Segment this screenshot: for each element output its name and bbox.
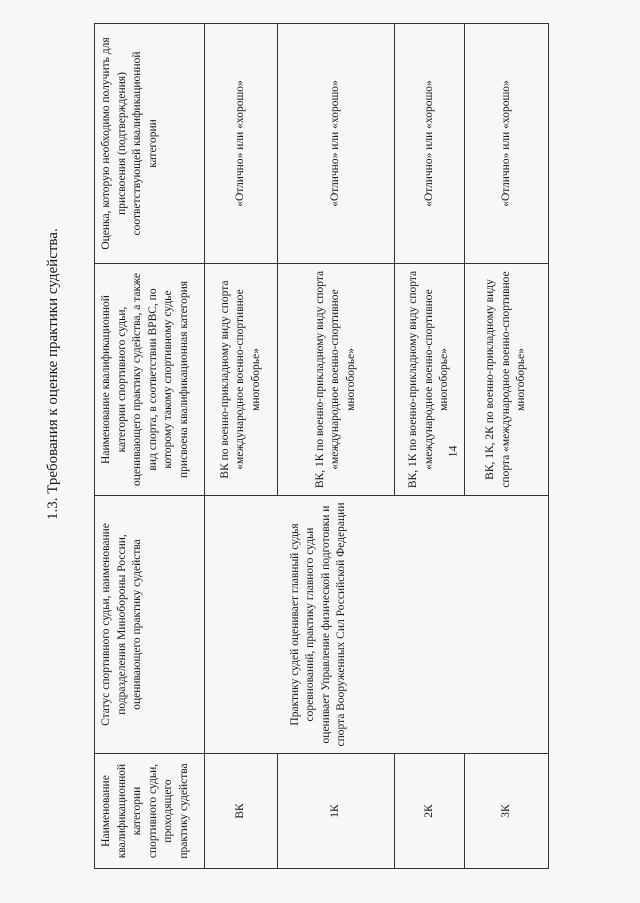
row-name: ВК, 1К по военно-прикладному виду спорта «международное военно-спортивное многоборье» <box>395 264 465 496</box>
row-category: 3К <box>465 754 549 869</box>
row-category: ВК <box>205 754 278 869</box>
row-status-empty <box>205 496 278 754</box>
judging-requirements-table-wrapper <box>94 24 548 869</box>
row-grade: «Отлично» или «хорошо» <box>278 24 395 264</box>
header-category: Наименование квалификационной категории спортивного судьи, проходящего практику судейства <box>95 754 205 869</box>
header-status: Статус спортивного судьи, наименование подразделения Минобороны России, оценивающего практику судейства <box>95 496 205 754</box>
table-row <box>278 24 395 869</box>
header-grade: Оценка, которую необходимо получить для присвоения (подтверждения) соответствующей квалификационной категории <box>95 24 205 264</box>
header-name: Наименование квалификационной категории спортивного судьи, оценивающего практику судейства, а также вид спорта, в соответствии ВРВС, по которому такому спортивному судье присвоена квалификационная категория <box>95 264 205 496</box>
page-number-text: 14 <box>445 445 460 457</box>
row-name: ВК по военно-прикладному виду спорта «международное военно-спортивное многоборье» <box>205 264 278 496</box>
judging-requirements-table <box>94 23 549 869</box>
row-name: ВК, 1К, 2К по военно-прикладному виду спорта «международное военно-спортивное многоборье» <box>465 264 549 496</box>
row-grade: «Отлично» или «хорошо» <box>465 24 549 264</box>
table-row <box>205 24 278 869</box>
row-name: ВК, 1К по военно-прикладному виду спорта «международное военно-спортивное многоборье» <box>278 264 395 496</box>
row-status-merged: Практику судей оценивает главный судья соревнований, практику главного судьи оценивает Управление физической подготовки и спорта Вооруженных Сил Российской Федерации <box>278 496 549 754</box>
table-header-row <box>95 24 205 869</box>
row-category: 2К <box>395 754 465 869</box>
row-category: 1К <box>278 754 395 869</box>
section-title: 1.3. Требования к оценке практики судейства. <box>45 228 61 520</box>
row-grade: «Отлично» или «хорошо» <box>395 24 465 264</box>
row-grade: «Отлично» или «хорошо» <box>205 24 278 264</box>
